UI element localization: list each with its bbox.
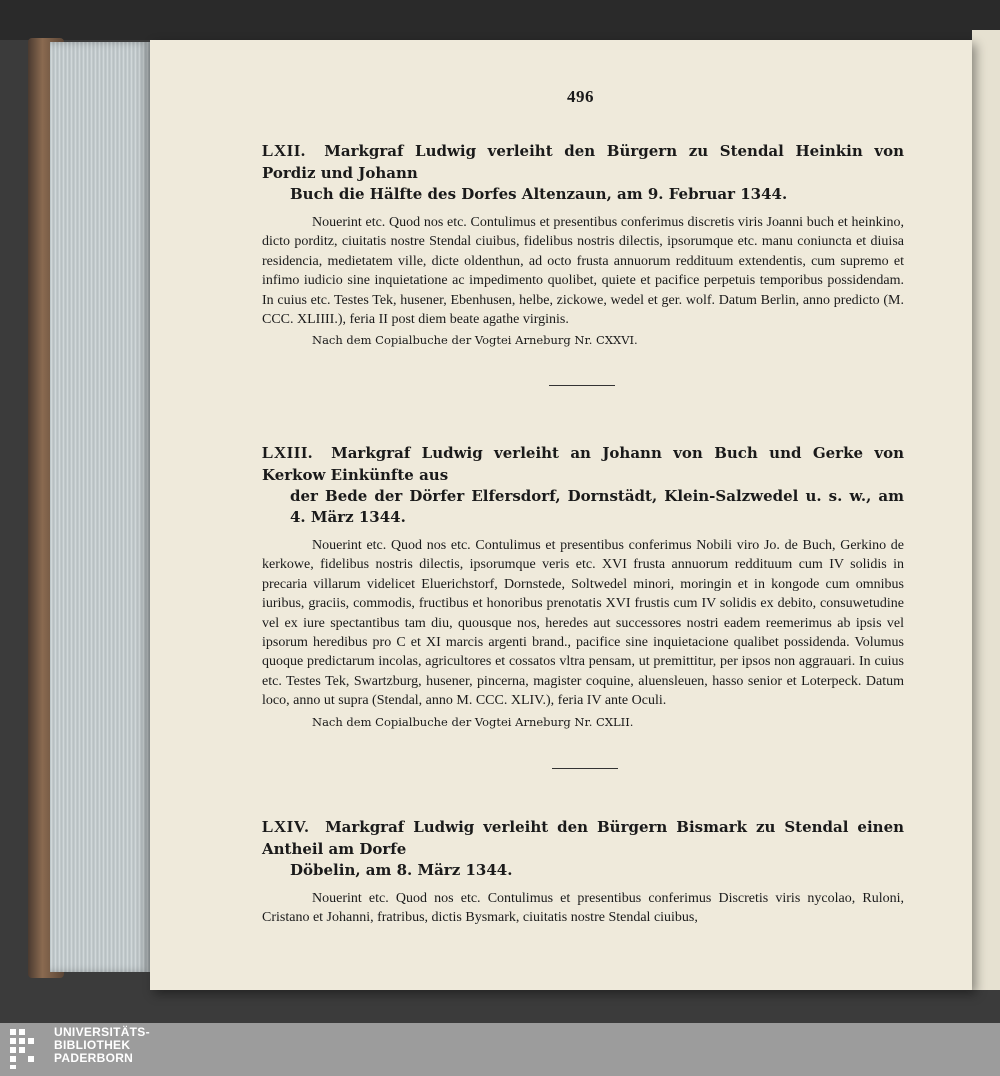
document-entry-lxii bbox=[262, 140, 904, 347]
entry-heading bbox=[262, 140, 904, 205]
entry-title-line2: der Bede der Dörfer Elfersdorf, Dornstädt, Klein-Salzwedel u. s. w., am 4. März 1344. bbox=[290, 487, 904, 526]
entry-body: Nouerint etc. Quod nos etc. Contulimus et presentibus conferimus discretis viris Joanni buch et heinkino, dicto porditz, ciuitatis nostre Stendal ciuibus, fidelibus nostris dilectis, ipsorumque etc. manu coniuncta et diuisa residencia, medietatem ville, dicte oldenthun, ad octo frusta annuorum reddituum extendentis, cum supremo et infimo iudicio sine inquietatione ac impedimento quolibet, quiete et pacifice perpetuis temporibus possidendam. In cuius etc. Testes Tek, husener, Ebenhusen, helbe, zickowe, wedel et ger. wolf. Datum Berlin, anno predicto (M. CCC. XLIIII.), feria II post diem beate agathe virginis. bbox=[262, 215, 904, 328]
entry-number: LXIV. bbox=[262, 817, 310, 836]
section-divider bbox=[552, 768, 618, 769]
library-name bbox=[54, 1026, 150, 1065]
scan-background bbox=[0, 0, 1000, 40]
facing-page-strip bbox=[972, 30, 1000, 990]
page-number: 496 bbox=[567, 87, 594, 106]
library-name-line1: UNIVERSITÄTS- bbox=[54, 1025, 150, 1039]
entry-title-line2: Döbelin, am 8. März 1344. bbox=[290, 861, 513, 879]
entry-body: Nouerint etc. Quod nos etc. Contulimus et presentibus conferimus Nobili viro Jo. de Buch, Gerkino de kerkowe, fidelibus nostris dilectis, ipsorumque veris etc. XVI frusta annuorum reddituum cum IV solidis in precaria villarum videlicet Eluerichstorf, Dornstede, Soltwedel minori, moringin et in kongode cum omnibus iuribus, graciis, commodis, fructibus et honoribus prenotatis XVI frustis cum IV solidis ex debito, consuwetudine vel ex iure spectantibus tam diu, quousque nos, heredes aut successores nostri eadem reemerimus ab ipsis vel ipsorum heredibus pro C et XI marcis argenti brand., pacifice sine inquietacione qualibet possidenda. Volumus quoque predictarum incolas, agricultores et cossatos vltra pensam, ut premittitur, per ipsos non aggrauari. In cuius etc. Testes Tek, Swartzburg, husener, pincerna, magister coquine, aluensleuen, hasso senior et Loterpeck. Datum loco, anno ut supra (Stendal, anno M. CCC. XLIV.), feria IV ante Oculi. bbox=[262, 538, 904, 709]
entry-source: Nach dem Copialbuche der Vogtei Arneburg Nr. CXXVI. bbox=[312, 333, 638, 348]
document-entry-lxiv bbox=[262, 816, 904, 928]
document-entry-lxiii bbox=[262, 442, 904, 729]
entry-title-line2: Buch die Hälfte des Dorfes Altenzaun, am 9. Februar 1344. bbox=[290, 185, 788, 203]
entry-number: LXIII. bbox=[262, 443, 313, 462]
entry-title-line1: Markgraf Ludwig verleiht den Bürgern zu Stendal Heinkin von Pordiz und Johann bbox=[262, 142, 905, 182]
entry-title-line1: Markgraf Ludwig verleiht an Johann von Buch und Gerke von Kerkow Einkünfte aus bbox=[262, 444, 904, 484]
entry-source: Nach dem Copialbuche der Vogtei Arneburg Nr. CXLII. bbox=[312, 714, 634, 729]
book-page bbox=[150, 40, 972, 990]
entry-body: Nouerint etc. Quod nos etc. Contulimus et presentibus conferimus Discretis viris nycolao, Ruloni, Cristano et Johanni, fratribus, dictis Bysmark, ciuitatis nostre Stendal ciuibus, bbox=[262, 891, 904, 926]
section-divider bbox=[549, 385, 615, 386]
page-edges bbox=[50, 42, 150, 972]
library-name-line3: PADERBORN bbox=[54, 1051, 134, 1065]
entry-number: LXII. bbox=[262, 141, 306, 160]
entry-heading bbox=[262, 816, 904, 881]
library-name-line2: BIBLIOTHEK bbox=[54, 1038, 131, 1052]
library-logo-icon bbox=[8, 1027, 48, 1071]
entry-heading bbox=[262, 442, 904, 528]
library-footer-bar bbox=[0, 1023, 1000, 1076]
entry-title-line1: Markgraf Ludwig verleiht den Bürgern Bismark zu Stendal einen Antheil am Dorfe bbox=[262, 818, 905, 858]
